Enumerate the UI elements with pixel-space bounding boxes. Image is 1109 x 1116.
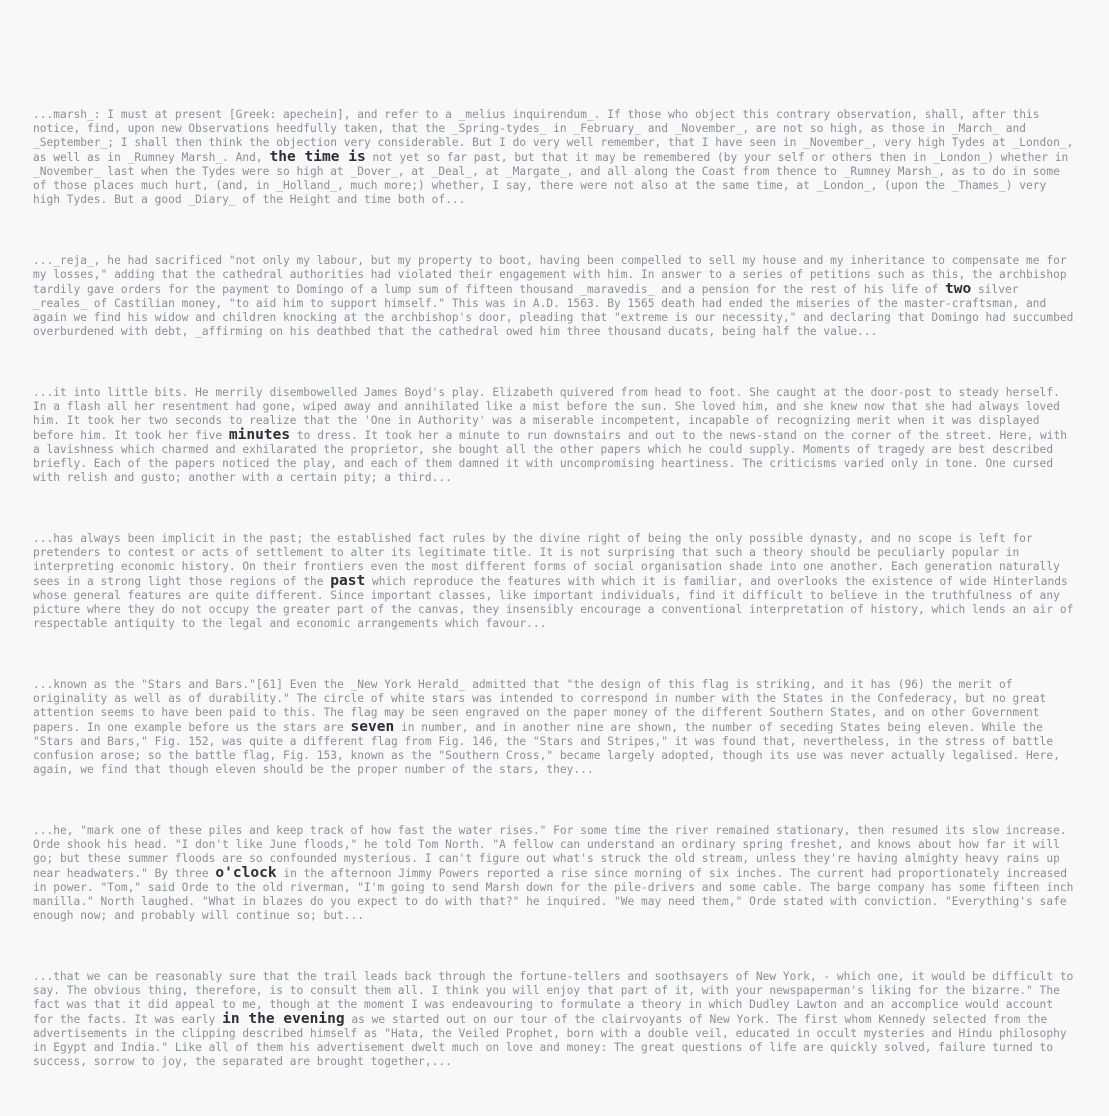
passage-3 bbox=[33, 386, 1078, 485]
passage-5 bbox=[33, 678, 1078, 777]
passage-6 bbox=[33, 824, 1078, 923]
passage-text: as we started out on our tour of the clairvoyants of New York. The first whom Kennedy selected from the advertisements in the clipping described himself as "Hata, the Veiled Prophet, born with a double veil, educated in occult mysteries and Hindu philosophy in Egypt and India." Like all of them his advertisement dwelt much on love and money: The great questions of life are quickly solved, failure turned to success, sorrow to joy, the separated are brought together,... bbox=[33, 1013, 1067, 1068]
passage-text: in the afternoon Jimmy Powers reported a rise since morning of six inches. The current had proportionately increased in power. "Tom," said Orde to the old riverman, "I'm going to send Marsh down for the pile-drivers and some cable. The barge company has some fifteen inch manilla." North laughed. "What in blazes do you expect to do with that?" he inquired. "We may need them," Orde stated with conviction. "Everything's safe enough now; and probably will continue so; but... bbox=[33, 867, 1074, 922]
passage-text: which reproduce the features with which it is familiar, and overlooks the existence of wide Hinterlands whose general features are quite different. Since important classes, like important individuals, find it difficult to believe in the truthfulness of any picture where they do not occupy the greater part of the canvas, they insensibly encourage a conventional interpretation of history, which lends an air of respectable antiquity to the legal and economic arrangements which favour... bbox=[33, 575, 1074, 630]
highlighted-phrase: seven bbox=[350, 719, 395, 735]
passage-text: in number, and in another nine are shown, the number of seceding States being eleven. While the "Stars and Bars," Fig. 152, was quite a different flag from Fig. 146, the "Stars and Stripes," it was found that, nevertheless, in the stress of battle confusion arose; so the battle flag, Fig. 153, known as the "Southern Cross," became largely adopted, though its use was never actually legalised. Here, again, we find that though eleven should be the proper number of the stars, they... bbox=[33, 721, 1060, 776]
passage-1 bbox=[33, 108, 1078, 207]
passage-7 bbox=[33, 970, 1078, 1069]
passage-2 bbox=[33, 254, 1078, 339]
document-body bbox=[33, 108, 1078, 1116]
highlighted-phrase: in the evening bbox=[222, 1011, 345, 1027]
passage-text: to dress. It took her a minute to run downstairs and out to the news-stand on the corner of the street. Here, with a lavishness which charmed and exhilarated the proprietor, she bought all the other papers which he could supply. Moments of tragedy are best described briefly. Each of the papers noticed the play, and each of them damned it with uncompromising heartiness. The criticisms varied only in tone. One cursed with relish and gusto; another with a certain pity; a third... bbox=[33, 429, 1068, 484]
highlighted-phrase: the time is bbox=[269, 149, 366, 165]
highlighted-phrase: o'clock bbox=[215, 865, 277, 881]
passage-text: ...that we can be reasonably sure that the trail leads back through the fortune-tellers and soothsayers of New York, - which one, it would be difficult to say. The obvious thing, therefore, is to consult them all. I think you will enjoy that part of it, with your newspaperman's liking for the bizarre." The fact was that it did appeal to me, though at the moment I was endeavouring to formulate a theory in which Dudley Lawton and an accomplice would account for the facts. It was early bbox=[33, 970, 1074, 1026]
passage-text: ..._reja_, he had sacrificed "not only my labour, but my property to boot, having been compelled to sell my house and my inheritance to compensate me for my losses," adding that the cathedral authorities had violated their engagement with him. In answer to a series of petitions such as this, the archbishop tardily gave orders for the payment to Domingo of a lump sum of fifteen thousand _maravedis_ and a pension for the rest of his life of bbox=[33, 254, 1067, 296]
passage-4 bbox=[33, 532, 1078, 631]
passage-text: ...he, "mark one of these piles and keep track of how fast the water rises." For some time the river remained stationary, then resumed its slow increase. Orde shook his head. "I don't like June floods," he told Tom North. "A fellow can understand an ordinary spring freshet, and knows about how far it will go; but these summer floods are so confounded mysterious. I can't figure out what's struck the old stream, unless they're having almighty heavy rains up near headwaters." By three bbox=[33, 824, 1067, 880]
passage-text: ...known as the "Stars and Bars."[61] Even the _New York Herald_ admitted that "the design of this flag is striking, and it has (96) the merit of originality as well as of durability." The circle of white stars was intended to correspond in number with the States in the Confederacy, but no great attention seems to have been paid to this. The flag may be seen engraved on the paper money of the different Southern States, and on other Government papers. In one example before us the stars are bbox=[33, 678, 1047, 734]
highlighted-phrase: minutes bbox=[228, 427, 291, 443]
passage-text: not yet so far past, but that it may be remembered (by your self or others then in _London_) whether in _November_ last when the Tydes were so high at _Dover_, at _Deal_, at _Margate_, and all along the Coast from thence to _Rumney Marsh_, as to do in some of those places much hurt, (and, in _Holland_, much more;) whether, I say, there were not also at the same time, at _London_, (upon the _Thames_) very high Tydes. But a good _Diary_ of the Height and time both of... bbox=[33, 151, 1069, 206]
passage-text: silver _reales_ of Castilian money, "to aid him to support himself." This was in A.D. 1563. By 1565 death had ended the miseries of the master-craftsman, and again we find his widow and children knocking at the archbishop's door, pleading that "extreme is our necessity," and declaring that Domingo had succumbed overburdened with debt, _affirming on his deathbed that the cathedral owed him three thousand ducats, being half the value... bbox=[33, 283, 1074, 338]
passage-text: ...it into little bits. He merrily disembowelled James Boyd's play. Elizabeth quivered from head to foot. She caught at the door-post to steady herself. In a flash all her resentment had gone, wiped away and annihilated like a mist before the sun. She loved him, and she knew now that she had always loved him. It took her two seconds to realize that the 'One in Authority' was a miserable incompetent, incapable of recognizing merit when it was displayed before him. It took her five bbox=[33, 386, 1060, 442]
passage-text: ...has always been implicit in the past; the established fact rules by the divine right of being the only possible dynasty, and no scope is left for pretenders to contest or acts of settlement to alter its legitimate title. It is not surprising that such a theory should be peculiarly popular in interpreting economic history. On their frontiers even the most different forms of social organisation shade into one another. Each generation naturally sees in a strong light those regions of the bbox=[33, 532, 1060, 588]
highlighted-phrase: past bbox=[330, 573, 366, 589]
highlighted-phrase: two bbox=[944, 281, 972, 297]
passage-text: ...marsh_: I must at present [Greek: apechein], and refer to a _melius inquirendum_. If those who object this contrary observation, shall, after this notice, find, upon new Observations heedfully taken, that the _Spring-tydes_ in _February_ and _November_, are not so high, as those in _March_ and _September_; I shall then think the objection very considerable. But I do very well remember, that I have seen in _November_, very high Tydes at _London_, as well as in _Rumney Marsh_. And, bbox=[33, 108, 1074, 164]
